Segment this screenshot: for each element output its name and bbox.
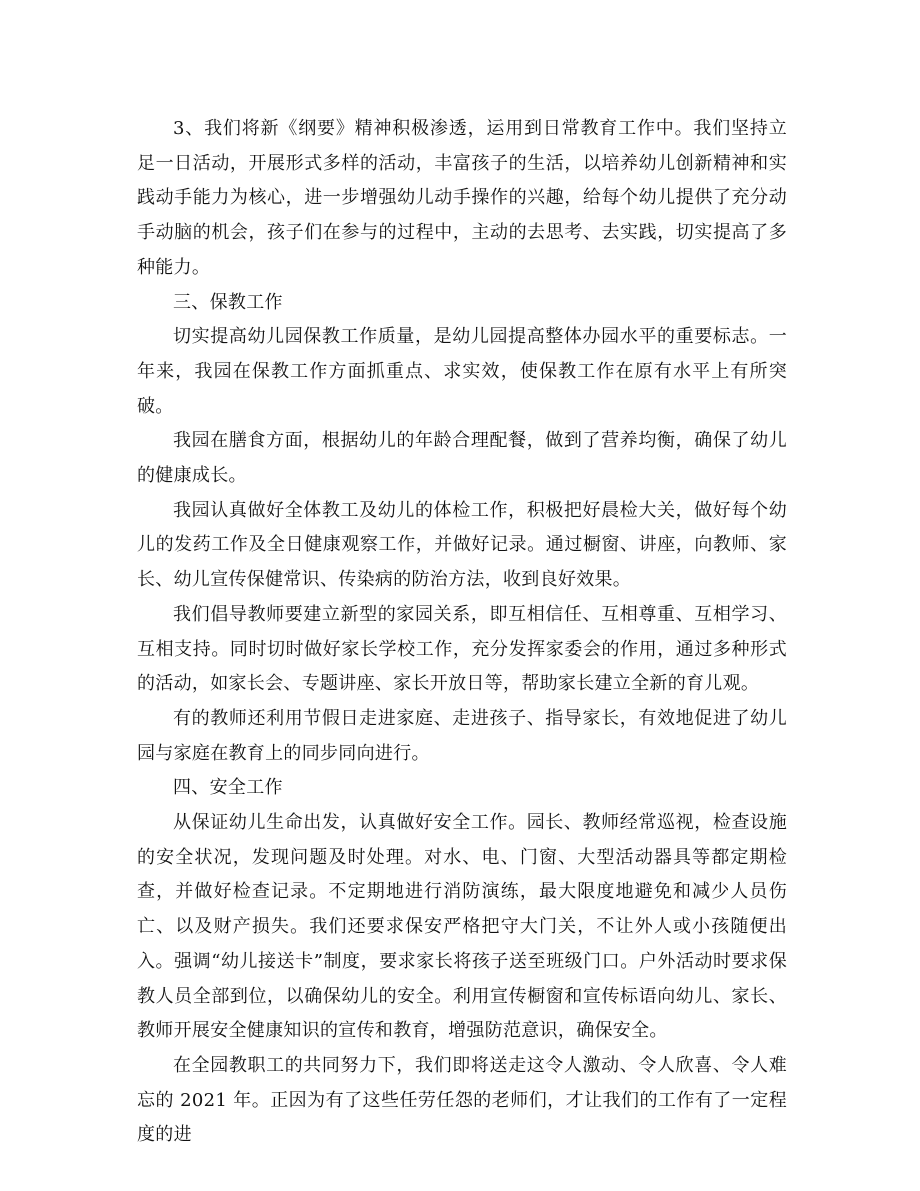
document-body	[137, 112, 787, 1153]
section-heading-safety: 四、安全工作	[173, 777, 283, 799]
paragraph-home-school-relations: 我们倡导教师要建立新型的家园关系，即互相信任、互相尊重、互相学习、互相支持。同时切时做好家长学校工作，充分发挥家委会的作用，通过多种形式的活动，如家长会、专题讲座、家长开放日等，帮助家长建立全新的育儿观。	[137, 603, 787, 695]
paragraph-diet: 我园在膳食方面，根据幼儿的年龄合理配餐，做到了营养均衡，确保了幼儿的健康成长。	[137, 430, 787, 487]
paragraph-safety-work: 从保证幼儿生命出发，认真做好安全工作。园长、教师经常巡视，检查设施的安全状况，发现问题及时处理。对水、电、门窗、大型活动器具等都定期检查，并做好检查记录。不定期地进行消防演练，最大限度地避免和减少人员伤亡、以及财产损失。我们还要求保安严格把守大门关，不让外人或小孩随便出入。强调“幼儿接送卡”制度，要求家长将孩子送至班级门口。户外活动时要求保教人员全部到位，以确保幼儿的安全。利用宣传橱窗和宣传标语向幼儿、家长、教师开展安全健康知识的宣传和教育，增强防范意识，确保安全。	[137, 812, 787, 1042]
paragraph-health-checks: 我园认真做好全体教工及幼儿的体检工作，积极把好晨检大关，做好每个幼儿的发药工作及全日健康观察工作，并做好记录。通过橱窗、讲座，向教师、家长、幼儿宣传保健常识、传染病的防治方法，收到良好效果。	[137, 499, 787, 591]
section-heading-care-education: 三、保教工作	[173, 291, 283, 313]
paragraph-care-quality: 切实提高幼儿园保教工作质量，是幼儿园提高整体办园水平的重要标志。一年来，我园在保教工作方面抓重点、求实效，使保教工作在原有水平上有所突破。	[137, 326, 787, 417]
paragraph-outline-integration: 3、我们将新《纲要》精神积极渗透，运用到日常教育工作中。我们坚持立足一日活动，开展形式多样的活动，丰富孩子的生活，以培养幼儿创新精神和实践动手能力为核心，进一步增强幼儿动手操作的兴趣，给每个幼儿提供了充分动手动脑的机会，孩子们在参与的过程中，主动的去思考、去实践，切实提高了多种能力。	[137, 118, 787, 278]
paragraph-closing: 在全园教职工的共同努力下，我们即将送走这令人激动、令人欣喜、令人难忘的 2021 年。正因为有了这些任劳任怨的老师们，才让我们的工作有了一定程度的进	[137, 1054, 787, 1146]
paragraph-home-visits: 有的教师还利用节假日走进家庭、走进孩子、指导家长，有效地促进了幼儿园与家庭在教育上的同步同向进行。	[137, 707, 787, 764]
